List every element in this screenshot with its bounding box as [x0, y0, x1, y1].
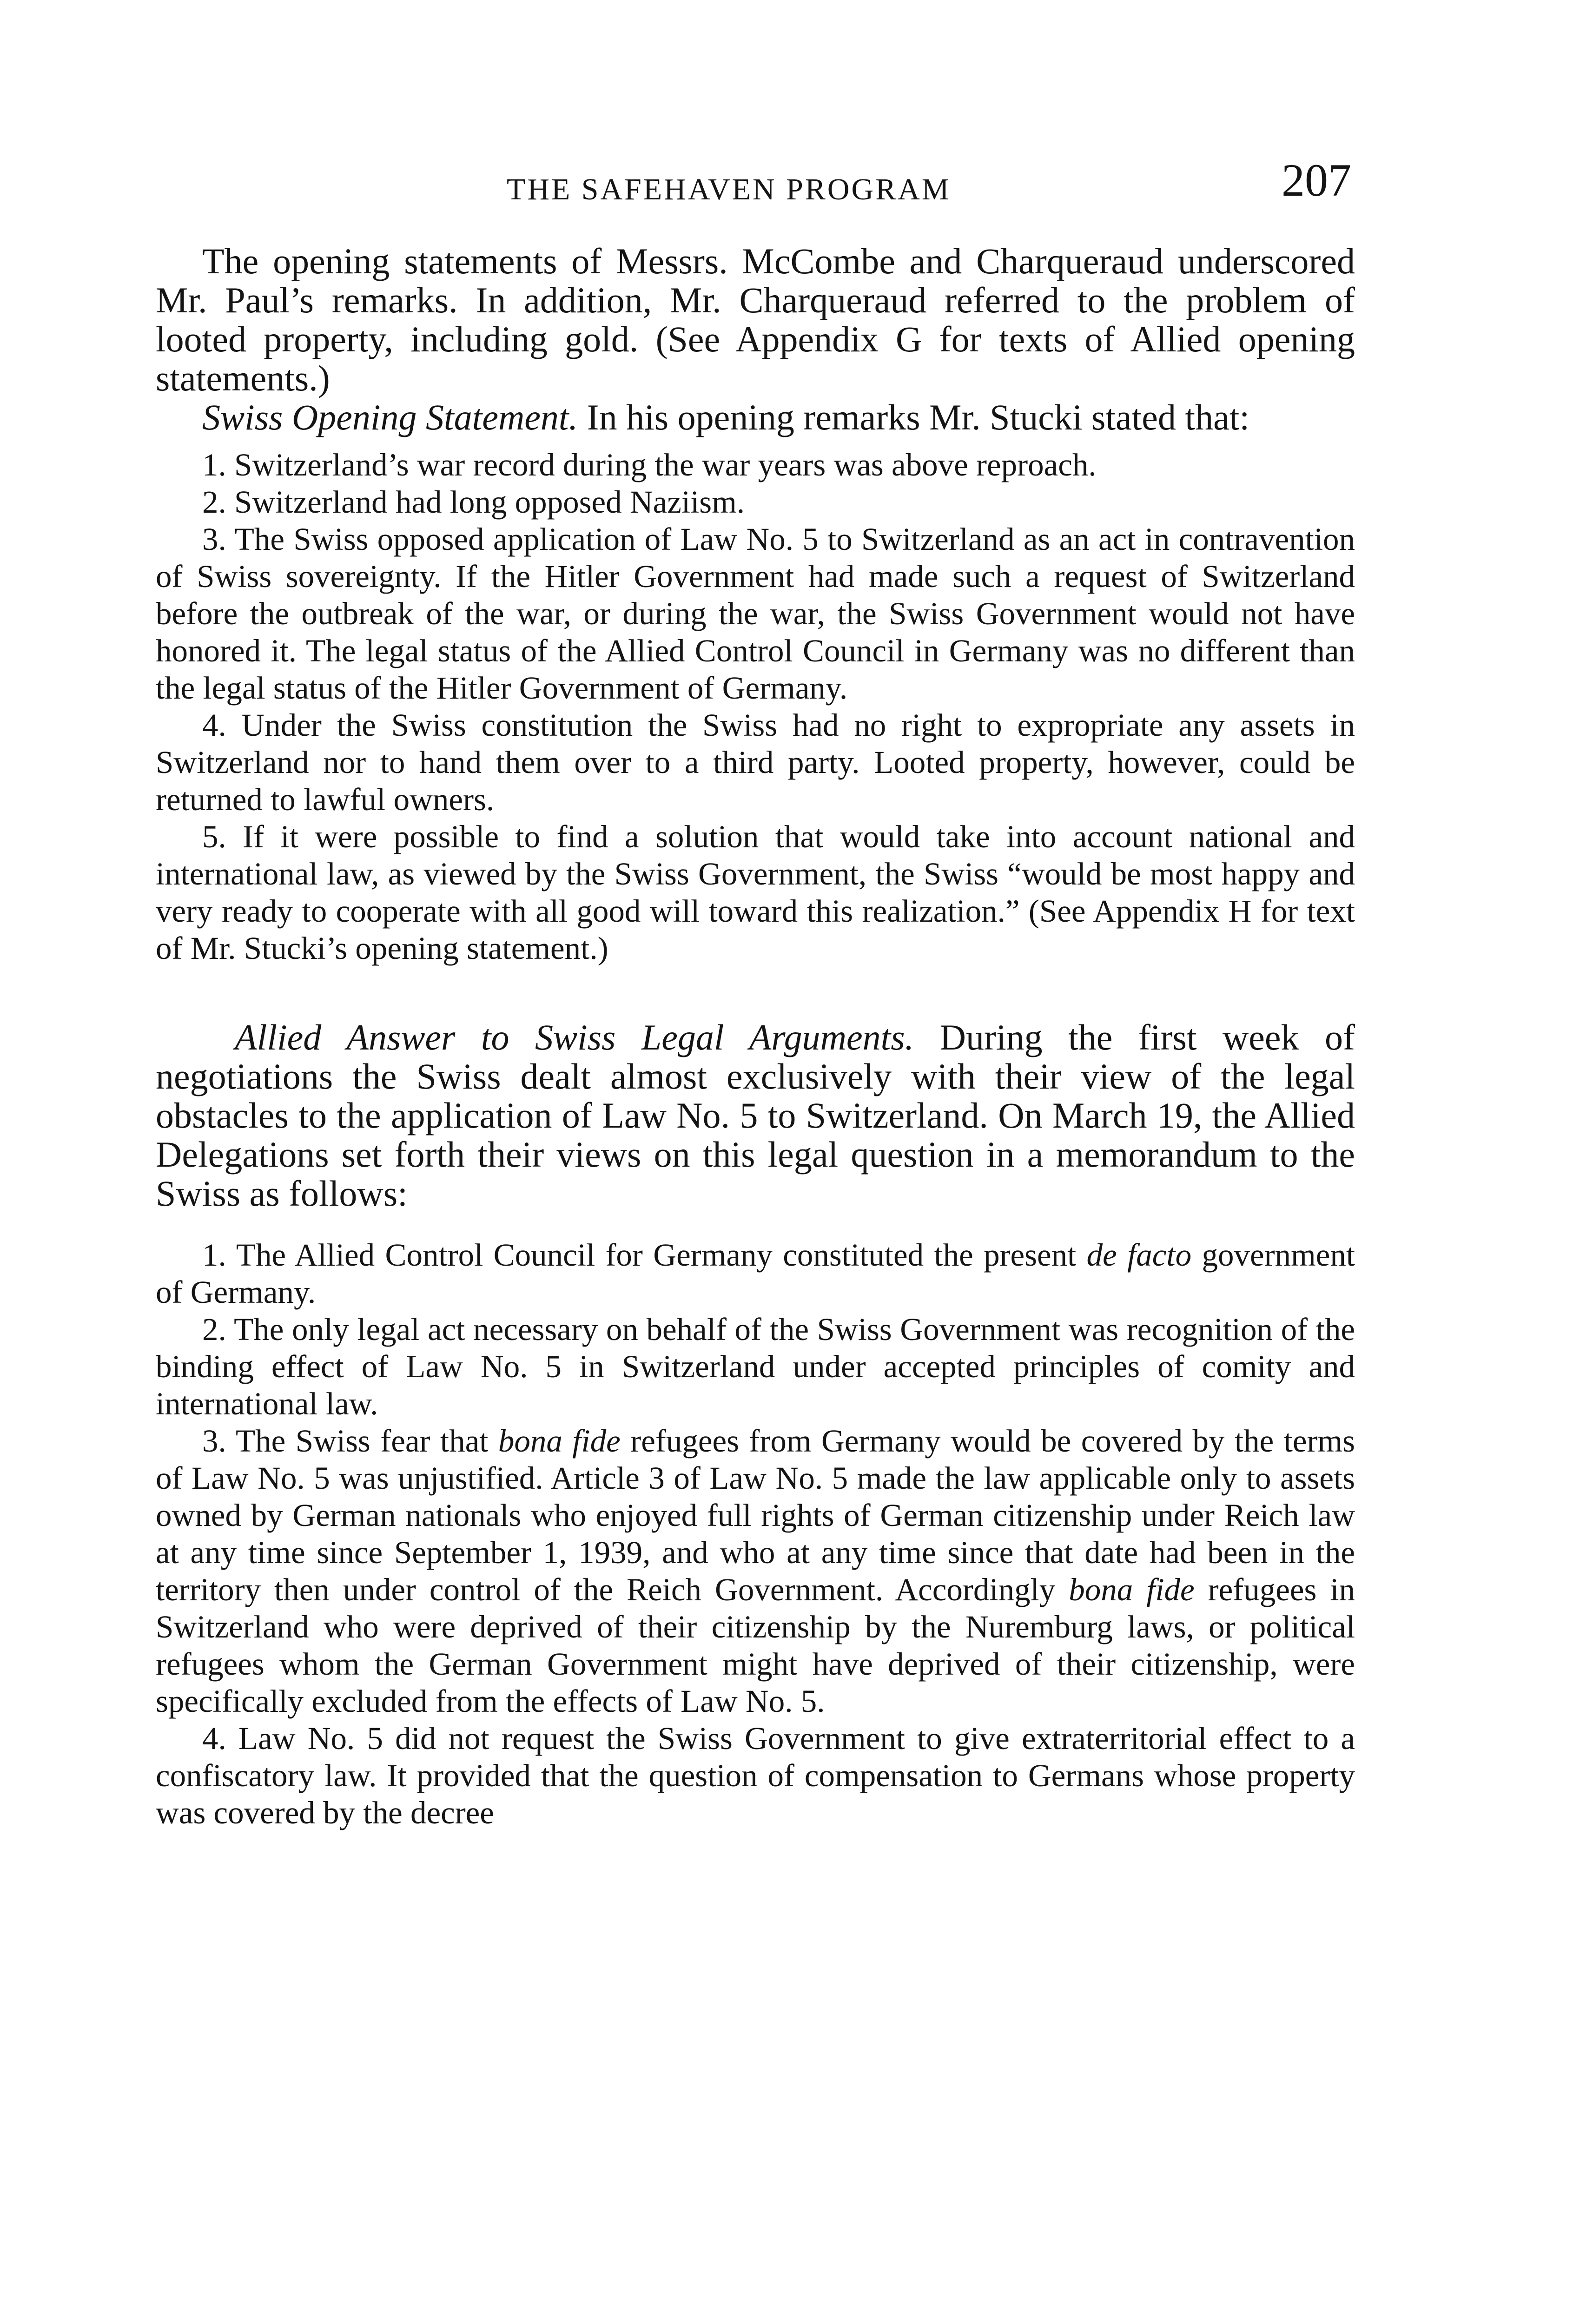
allied-point-2: 2. The only legal act necessary on behalf of the Swiss Government was recognition of the binding effect of Law No. 5 in Switzerland under accepted principles of comity and international law. [156, 1312, 1355, 1421]
allied-point-4: 4. Law No. 5 did not request the Swiss Government to give extraterritorial effect to a confiscatory law. It provided that the question of compensation to Germans whose property was covered by the decree [156, 1721, 1355, 1830]
swiss-point-1: 1. Switzerland’s war record during the war years was above reproach. [202, 447, 1097, 482]
intro-paragraph: The opening statements of Messrs. McCombe and Charqueraud underscored Mr. Paul’s remarks. In addition, Mr. Charqueraud referred to the problem of looted property, including gold. (See Appendix G for texts of Allied opening statements.) [156, 241, 1355, 398]
body-text [156, 242, 1355, 1831]
running-title: THE SAFEHAVEN PROGRAM [507, 172, 951, 206]
page-header [172, 153, 1351, 209]
swiss-statement-intro: In his opening remarks Mr. Stucki stated that: [587, 397, 1250, 437]
allied-point-1: 1. The Allied Control Council for Germany constituted the present de facto government of Germany. [156, 1237, 1355, 1310]
allied-answer-heading: Allied Answer to Swiss Legal Arguments. [235, 1017, 914, 1057]
allied-point-3: 3. The Swiss fear that bona fide refugees from Germany would be covered by the terms of Law No. 5 was unjustified. Article 3 of Law No. 5 made the law applicable only to assets owned by German nationals who enjoyed full rights of German citizenship under Reich law at any time since September 1, 1939, and who at any time since that date had been in the territory then under control of the Reich Government. Accordingly bona fide refugees in Switzerland who were deprived of their citizenship by the Nuremburg laws, or political refugees whom the German Government might have deprived of their citizenship, were specifically excluded from the effects of Law No. 5. [156, 1423, 1355, 1719]
swiss-statement-heading: Swiss Opening Statement. [202, 397, 578, 437]
page-number: 207 [1282, 154, 1351, 206]
allied-answer-paragraph [156, 1018, 1355, 1213]
swiss-point-4: 4. Under the Swiss constitution the Swiss had no right to expropriate any assets in Switzerland nor to hand them over to a third party. Looted property, however, could be returned to lawful owners. [156, 707, 1355, 817]
allied-answer-intro: During the first week of negotiations the Swiss dealt almost exclusively with their view of the legal obstacles to the application of Law No. 5 to Switzerland. On March 19, the Allied Delegations set forth their views on this legal question in a memorandum to the Swiss as follows: [156, 1017, 1355, 1214]
swiss-point-2: 2. Switzerland had long opposed Naziism. [202, 484, 745, 520]
swiss-point-3: 3. The Swiss opposed application of Law No. 5 to Switzerland as an act in contravention of Swiss sovereignty. If the Hitler Government had made such a request of Switzerland before the outbreak of the war, or during the war, the Swiss Government would not have honored it. The legal status of the Allied Control Council in Germany was no different than the legal status of the Hitler Government of Germany. [156, 522, 1355, 706]
swiss-point-5: 5. If it were possible to find a solution that would take into account national and international law, as viewed by the Swiss Government, the Swiss “would be most happy and very ready to cooperate with all good will toward this realization.” (See Appendix H for text of Mr. Stucki’s opening statement.) [156, 819, 1355, 966]
swiss-statement-paragraph [156, 398, 1355, 437]
